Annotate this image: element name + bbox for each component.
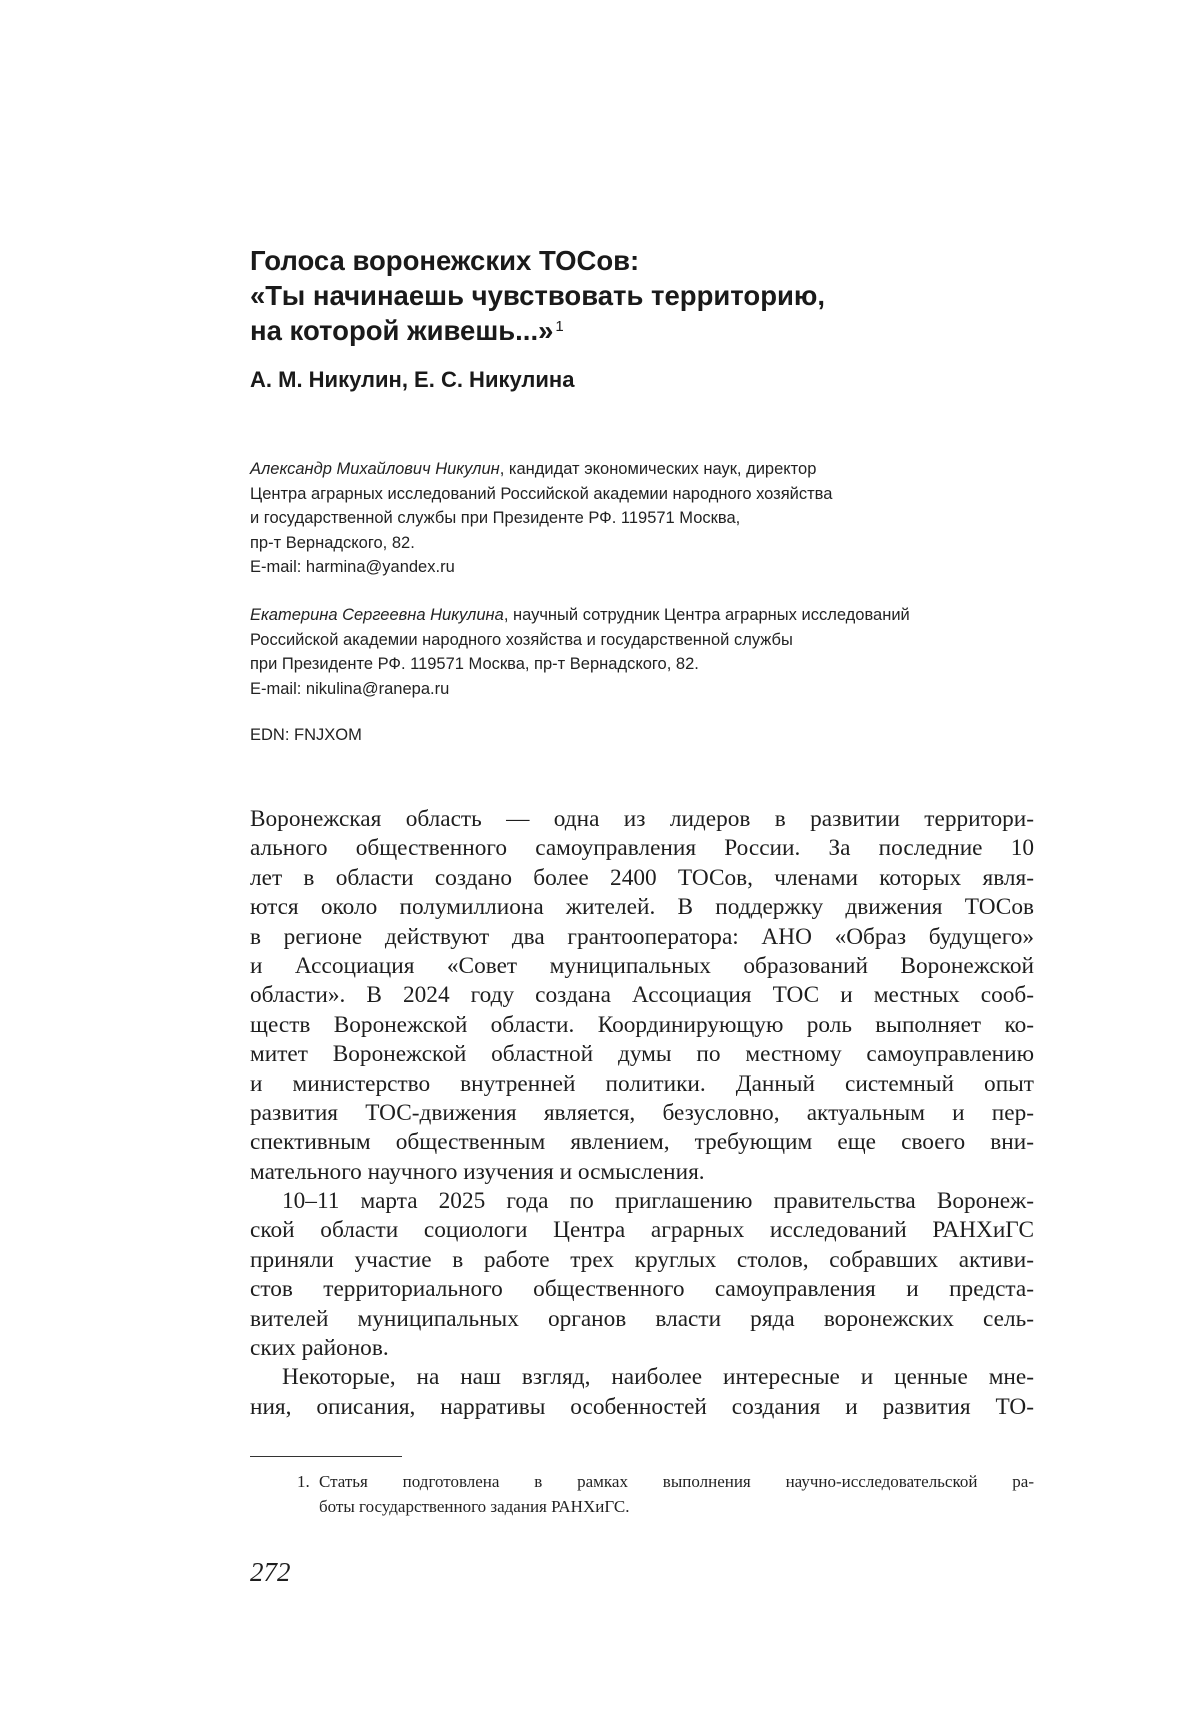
- body-line: ществ Воронежской области. Координирующую роль выполняет ко-: [250, 1011, 1034, 1040]
- article-authors: А. М. Никулин, Е. С. Никулина: [250, 365, 574, 395]
- body-line: области». В 2024 году создана Ассоциация ТОС и местных сооб-: [250, 981, 1034, 1010]
- body-line: приняли участие в работе трех круглых столов, собравших активи-: [250, 1246, 1034, 1275]
- edn-identifier: EDN: FNJXOM: [250, 723, 362, 747]
- affiliation-2-line-1: [250, 603, 1130, 628]
- body-line: мательного научного изучения и осмысления.: [250, 1158, 1034, 1187]
- body-line: развития ТОС-движения является, безусловно, актуальным и пер-: [250, 1099, 1034, 1128]
- title-line-2: «Ты начинаешь чувствовать территорию,: [250, 278, 1070, 313]
- affiliation-2-text-1: , научный сотрудник Центра аграрных исследований: [504, 606, 910, 624]
- footnote-text: [319, 1469, 1034, 1519]
- author-affiliation-1: [250, 457, 1130, 580]
- affiliation-1-line-2: Центра аграрных исследований Российской академии народного хозяйства: [250, 482, 1130, 507]
- page-number: 272: [250, 1556, 291, 1588]
- body-line: Воронежская область — одна из лидеров в развитии территори-: [250, 805, 1034, 834]
- body-line: 10–11 марта 2025 года по приглашению правительства Воронеж-: [250, 1187, 1034, 1216]
- footnote-line-2: боты государственного задания РАНХиГС.: [319, 1494, 1034, 1519]
- body-line: вителей муниципальных органов власти ряда воронежских сель-: [250, 1305, 1034, 1334]
- affiliation-1-line-3: и государственной службы при Президенте РФ. 119571 Москва,: [250, 506, 1130, 531]
- author-2-name: Екатерина Сергеевна Никулина: [250, 606, 504, 624]
- footnote-separator: [250, 1456, 402, 1457]
- title-footnote-marker[interactable]: 1: [555, 318, 563, 335]
- body-line: в регионе действуют два грантооператора: АНО «Образ будущего»: [250, 923, 1034, 952]
- author-affiliation-2: [250, 603, 1130, 701]
- body-line: ских районов.: [250, 1334, 1034, 1363]
- footnote: [297, 1469, 1034, 1519]
- body-line: Некоторые, на наш взгляд, наиболее интересные и ценные мне-: [250, 1363, 1034, 1392]
- article-title: [250, 243, 1070, 348]
- author-1-email[interactable]: E-mail: harmina@yandex.ru: [250, 555, 1130, 580]
- body-line: лет в области создано более 2400 ТОСов, членами которых явля-: [250, 864, 1034, 893]
- body-line: ального общественного самоуправления России. За последние 10: [250, 834, 1034, 863]
- body-line: спективным общественным явлением, требующим еще своего вни-: [250, 1128, 1034, 1157]
- body-line: ются около полумиллиона жителей. В поддержку движения ТОСов: [250, 893, 1034, 922]
- paper-page: [0, 0, 1200, 1710]
- body-line: ния, описания, нарративы особенностей создания и развития ТО-: [250, 1393, 1034, 1422]
- affiliation-2-line-2: Российской академии народного хозяйства и государственной службы: [250, 628, 1130, 653]
- footnote-line-1: Статья подготовлена в рамках выполнения научно-исследовательской ра-: [319, 1469, 1034, 1494]
- affiliation-1-line-4: пр-т Вернадского, 82.: [250, 531, 1130, 556]
- author-1-name: Александр Михайлович Никулин: [250, 460, 500, 478]
- affiliation-1-text-1: , кандидат экономических наук, директор: [500, 460, 817, 478]
- title-line-3: [250, 313, 1070, 348]
- body-line: и министерство внутренней политики. Данный системный опыт: [250, 1070, 1034, 1099]
- affiliation-1-line-1: [250, 457, 1130, 482]
- body-line: и Ассоциация «Совет муниципальных образований Воронежской: [250, 952, 1034, 981]
- author-2-email[interactable]: E-mail: nikulina@ranepa.ru: [250, 677, 1130, 702]
- body-line: ской области социологи Центра аграрных исследований РАНХиГС: [250, 1216, 1034, 1245]
- body-line: митет Воронежской областной думы по местному самоуправлению: [250, 1040, 1034, 1069]
- title-line-1: Голоса воронежских ТОСов:: [250, 243, 1070, 278]
- body-line: стов территориального общественного самоуправления и предста-: [250, 1275, 1034, 1304]
- affiliation-2-line-3: при Президенте РФ. 119571 Москва, пр-т Вернадского, 82.: [250, 652, 1130, 677]
- title-line-3-text: на которой живешь...»: [250, 315, 553, 346]
- footnote-number: 1.: [297, 1469, 310, 1494]
- article-body: [250, 805, 1034, 1422]
